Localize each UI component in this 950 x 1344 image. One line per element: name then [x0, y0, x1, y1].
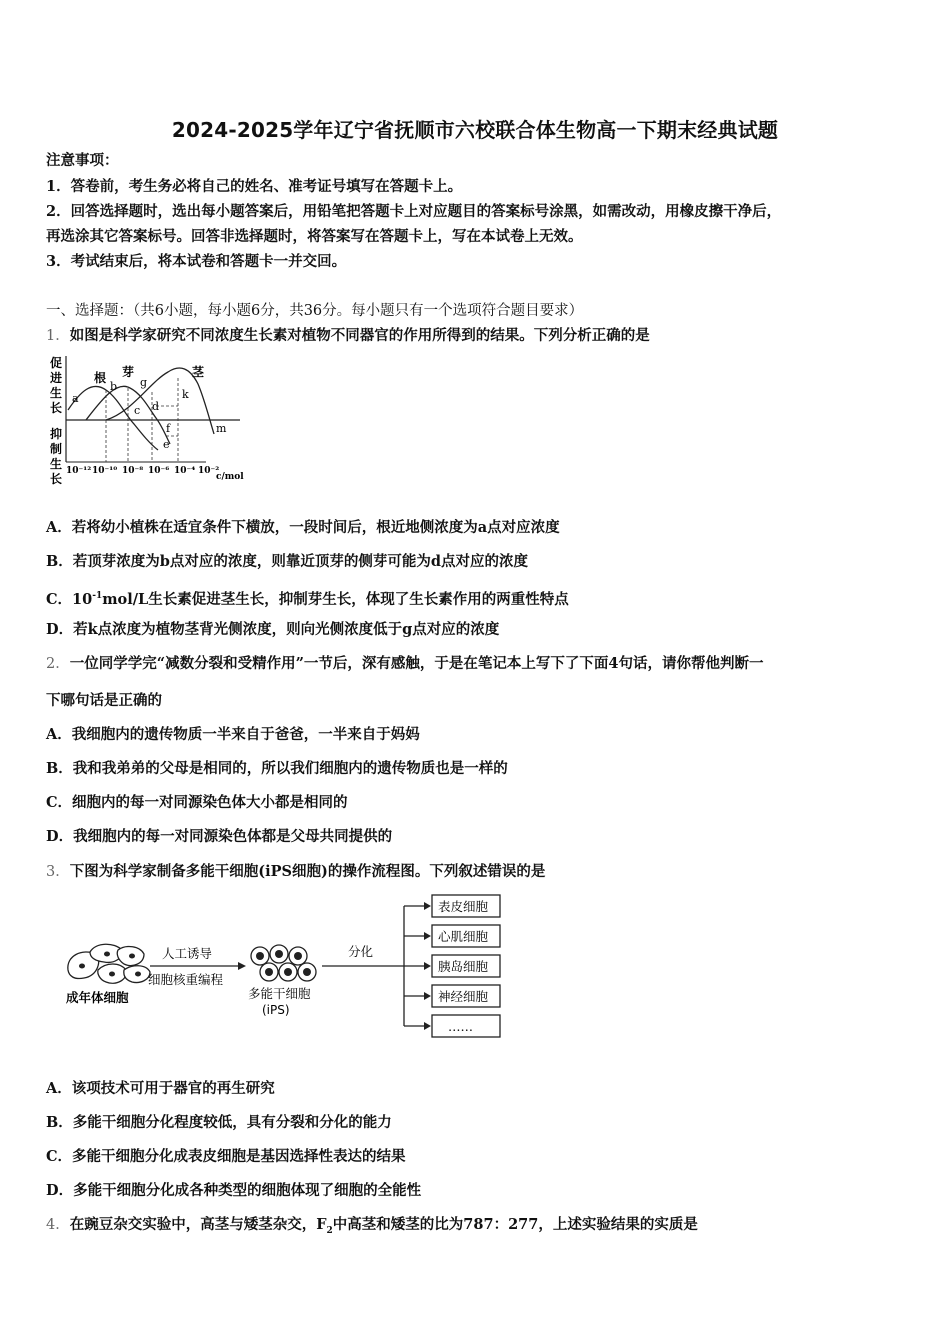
q1-option-d: D．若k点浓度为植物茎背光侧浓度，则向光侧浓度低于g点对应的浓度 [46, 621, 500, 638]
differentiation-label: 分化 [348, 944, 374, 959]
y-axis-label [49, 355, 62, 486]
q4-text: 在豌豆杂交实验中，高茎与矮茎杂交，$F_2$中高茎和矮茎的比为787：277，上述实验结果的实质是 [69, 1216, 698, 1236]
q4-stem [46, 1215, 910, 1241]
q2-option-d: D．我细胞内的每一对同源染色体都是父母共同提供的 [46, 828, 393, 845]
auxin-graph [46, 352, 256, 494]
q2-option-c: C．细胞内的每一对同源染色体大小都是相同的 [46, 794, 348, 811]
x-tick: 10⁻⁴ [174, 466, 196, 476]
y-label-char: 进 [50, 371, 63, 385]
y-label-char: 生 [50, 386, 63, 400]
point-label: e [163, 438, 170, 451]
branch-arrowheads [424, 902, 431, 1030]
ips-label: 多能干细胞 [248, 986, 311, 1001]
cell-type-label: 胰岛细胞 [438, 959, 489, 974]
x-unit: c/mol [216, 472, 244, 482]
notice-heading: 注意事项： [46, 152, 119, 169]
cell-type-label: 心肌细胞 [438, 929, 489, 944]
section-heading: 一、选择题：（共6小题，每小题6分，共36分。每小题只有一个选项符合题目要求） [46, 303, 584, 319]
y-label-char: 生 [50, 457, 63, 471]
q1-stem [46, 326, 910, 346]
adult-cell-label: 成年体细胞 [66, 990, 129, 1005]
adult-cells [68, 944, 150, 983]
point-label: k [182, 388, 189, 401]
cell-type-label: 神经细胞 [438, 989, 489, 1004]
q3-option-a: A．该项技术可用于器官的再生研究 [46, 1080, 275, 1097]
x-tick: 10⁻¹⁰ [92, 466, 118, 476]
cell-type-label: …… [448, 1019, 473, 1034]
q1-option-a: A．若将幼小植株在适宜条件下横放，一段时间后，根近地侧浓度为a点对应浓度 [46, 519, 560, 536]
q2-text: 一位同学学完“减数分裂和受精作用”一节后，深有感触，于是在笔记本上写下了下面4句话，请你帮他判断一 [69, 655, 764, 672]
x-tick-labels [66, 466, 244, 482]
q1-option-c: C．$10^{-1}mol/L$生长素促进茎生长，抑制芽生长，体现了生长素作用的两重性特点 [46, 590, 569, 608]
cell-type-label: 表皮细胞 [438, 899, 489, 914]
y-label-char: 制 [50, 442, 63, 456]
q2-stem-cont: 下哪句话是正确的 [46, 692, 162, 709]
y-label-char: 长 [50, 401, 63, 415]
point-label: g [140, 376, 148, 389]
x-tick: 10⁻⁶ [148, 466, 170, 476]
auxin-graph-svg [46, 352, 256, 490]
point-label: d [152, 400, 160, 413]
q3-option-c: C．多能干细胞分化成表皮细胞是基因选择性表达的结果 [46, 1148, 406, 1165]
x-tick: 10⁻⁸ [122, 466, 144, 476]
x-tick: 10⁻² [198, 466, 220, 476]
q1-number: 1． [46, 328, 70, 344]
y-label-char: 长 [50, 472, 63, 486]
q3-number: 3． [46, 864, 70, 880]
q2-number: 2． [46, 656, 70, 672]
notice-item-2-cont: 再选涂其它答案标号。回答非选择题时，将答案写在答题卡上，写在本试卷上无效。 [46, 228, 583, 245]
q3-option-b: B．多能干细胞分化程度较低，具有分裂和分化的能力 [46, 1114, 392, 1131]
notice-item-1: 1．答卷前，考生务必将自己的姓名、准考证号填写在答题卡上。 [46, 178, 463, 195]
root-curve [68, 386, 158, 450]
point-label: b [110, 380, 118, 393]
y-label-char: 促 [50, 356, 63, 370]
organ-label-bud: 芽 [122, 365, 135, 379]
q2-option-a: A．我细胞内的遗传物质一半来自于爸爸，一半来自于妈妈 [46, 726, 420, 743]
notice-item-3: 3．考试结束后，将本试卷和答题卡一并交回。 [46, 253, 347, 270]
q3-stem [46, 862, 910, 882]
q1-text: 如图是科学家研究不同浓度生长素对植物不同器官的作用所得到的结果。下列分析正确的是 [69, 327, 650, 344]
ips-label-abbr: (iPS) [262, 1003, 290, 1017]
arrow-label-bottom: 细胞核重编程 [148, 972, 224, 987]
q1-option-b: B．若顶芽浓度为b点对应的浓度，则靠近顶芽的侧芽可能为d点对应的浓度 [46, 553, 529, 570]
point-label: c [134, 404, 141, 417]
exam-title: 2024-2025学年辽宁省抚顺市六校联合体生物高一下期末经典试题 [171, 118, 779, 142]
q2-stem [46, 654, 910, 674]
y-label-char: 抑 [50, 427, 63, 441]
notice-item-2: 2．回答选择题时，选出每小题答案后，用铅笔把答题卡上对应题目的答案标号涂黑，如需改动，用橡皮擦干净后， [46, 203, 782, 220]
organ-label-root: 根 [94, 371, 107, 385]
point-label: m [216, 422, 227, 435]
reprogram-arrowhead [238, 962, 246, 970]
q3-option-d: D．多能干细胞分化成各种类型的细胞体现了细胞的全能性 [46, 1182, 422, 1199]
ips-flow-svg [62, 892, 512, 1042]
cell-type-labels [438, 899, 489, 1034]
q2-option-b: B．我和我弟弟的父母是相同的，所以我们细胞内的遗传物质也是一样的 [46, 760, 508, 777]
q4-number: 4． [46, 1217, 70, 1233]
arrow-label-top: 人工诱导 [162, 946, 213, 961]
organ-label-stem: 茎 [192, 365, 205, 379]
point-label: f [166, 422, 171, 435]
branch-arrows [404, 906, 424, 1026]
q3-text: 下图为科学家制备多能干细胞(iPS细胞)的操作流程图。下列叙述错误的是 [69, 863, 546, 880]
point-label: a [72, 392, 79, 405]
x-tick: 10⁻¹² [66, 466, 92, 476]
ips-flow-diagram [62, 892, 512, 1046]
